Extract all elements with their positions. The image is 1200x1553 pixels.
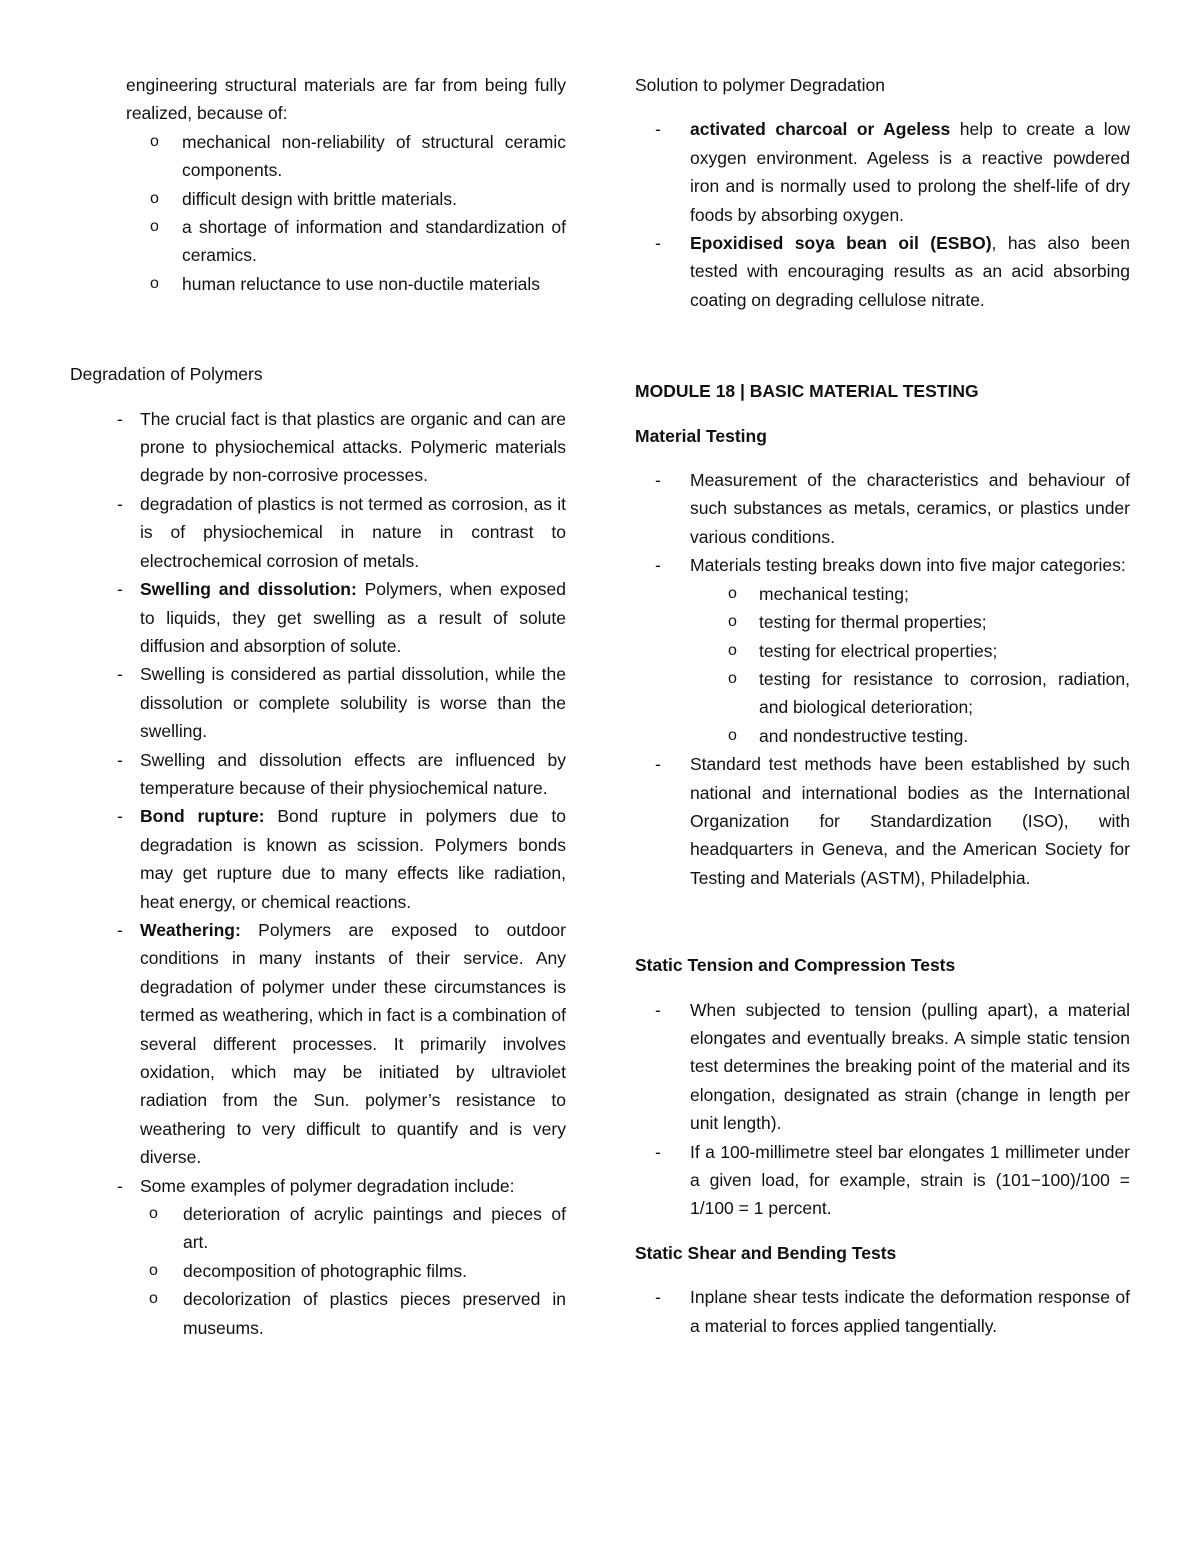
list-item: - Measurement of the characteristics and behaviour of such substances as metals, ceramics, or plastics under various conditions. [635, 466, 1130, 551]
list-item: - Materials testing breaks down into five major categories: o mechanical testing; o testing for thermal properties; o testing for electrical properties; o testing for resistance to corrosion, radiation, and biological deterioration; o and nondestructive testing. [635, 551, 1130, 750]
list-item: o difficult design with brittle materials. [70, 185, 566, 213]
list-item: o mechanical non-reliability of structural ceramic components. [70, 128, 566, 185]
degradation-examples-list [140, 1200, 566, 1342]
list-item: - Bond rupture: Bond rupture in polymers due to degradation is known as scission. Polymers bonds may get rupture due to many effects like radiation, heat energy, or chemical reactions. [70, 802, 566, 916]
material-testing-list [635, 466, 1130, 892]
section-heading-static-tension: Static Tension and Compression Tests [635, 955, 956, 976]
right-column [635, 71, 1130, 1340]
static-tension-list [635, 996, 1130, 1223]
list-item: o testing for electrical properties; [690, 637, 1130, 665]
list-item: - When subjected to tension (pulling apart), a material elongates and eventually breaks. A simple static tension test determines the breaking point of the material and its elongation, designated as strain (change in length per unit length). [635, 996, 1130, 1138]
left-column [70, 71, 566, 1342]
list-item: o testing for thermal properties; [690, 608, 1130, 636]
list-item: - degradation of plastics is not termed as corrosion, as it is of physiochemical in nature in contrast to electrochemical corrosion of metals. [70, 490, 566, 575]
list-item: o human reluctance to use non-ductile materials [70, 270, 566, 298]
list-item: o testing for resistance to corrosion, radiation, and biological deterioration; [690, 665, 1130, 722]
list-item: - Epoxidised soya bean oil (ESBO), has also been tested with encouraging results as an acid absorbing coating on degrading cellulose nitrate. [635, 229, 1130, 314]
list-item: - Weathering: Polymers are exposed to outdoor conditions in many instants of their service. Any degradation of polymer under these circumstances is termed as weathering, which in fact is a combination of several different processes. It primarily involves oxidation, which may be initiated by ultraviolet radiation from the Sun. polymer’s resistance to weathering to very difficult to quantify and is very diverse. [70, 916, 566, 1172]
list-item: o mechanical testing; [690, 580, 1130, 608]
list-item: o a shortage of information and standardization of ceramics. [70, 213, 566, 270]
list-item: - Some examples of polymer degradation include: o deterioration of acrylic paintings and pieces of art. o decomposition of photographic films. o decolorization of plastics pieces preserved in museums. [70, 1172, 566, 1342]
list-item: o and nondestructive testing. [690, 722, 1130, 750]
list-item: o decolorization of plastics pieces preserved in museums. [140, 1285, 566, 1342]
list-item: - If a 100-millimetre steel bar elongates 1 millimeter under a given load, for example, strain is (101−100)/100 = 1/100 = 1 percent. [635, 1138, 1130, 1223]
module-title: MODULE 18 | BASIC MATERIAL TESTING [635, 381, 979, 402]
list-item: o decomposition of photographic films. [140, 1257, 566, 1285]
section-heading-static-shear: Static Shear and Bending Tests [635, 1242, 897, 1263]
solution-list [635, 115, 1130, 314]
section-heading-material-testing: Material Testing [635, 425, 767, 446]
degradation-list [70, 405, 566, 1342]
list-item: - Standard test methods have been established by such national and international bodies as the International Organization for Standardization (ISO), with headquarters in Geneva, and the American Society for Testing and Materials (ASTM), Philadelphia. [635, 750, 1130, 892]
intro-paragraph: engineering structural materials are far from being fully realized, because of: [126, 75, 566, 124]
list-item: - Swelling and dissolution: Polymers, when exposed to liquids, they get swelling as a result of solute diffusion and absorption of solute. [70, 575, 566, 660]
section-heading-degradation: Degradation of Polymers [70, 364, 263, 385]
list-item: - The crucial fact is that plastics are organic and can are prone to physiochemical attacks. Polymeric materials degrade by non-corrosive processes. [70, 405, 566, 490]
list-item: - activated charcoal or Ageless help to create a low oxygen environment. Ageless is a reactive powdered iron and is normally used to prolong the shelf-life of dry foods by absorbing oxygen. [635, 115, 1130, 229]
list-item: - Swelling is considered as partial dissolution, while the dissolution or complete solubility is worse than the swelling. [70, 660, 566, 745]
static-shear-list [635, 1283, 1130, 1340]
testing-categories-list [690, 580, 1130, 750]
list-item: - Inplane shear tests indicate the deformation response of a material to forces applied tangentially. [635, 1283, 1130, 1340]
section-heading-solution: Solution to polymer Degradation [635, 75, 886, 95]
list-item: - Swelling and dissolution effects are influenced by temperature because of their physiochemical nature. [70, 746, 566, 803]
list-item: o deterioration of acrylic paintings and pieces of art. [140, 1200, 566, 1257]
intro-reasons-list [70, 128, 566, 298]
